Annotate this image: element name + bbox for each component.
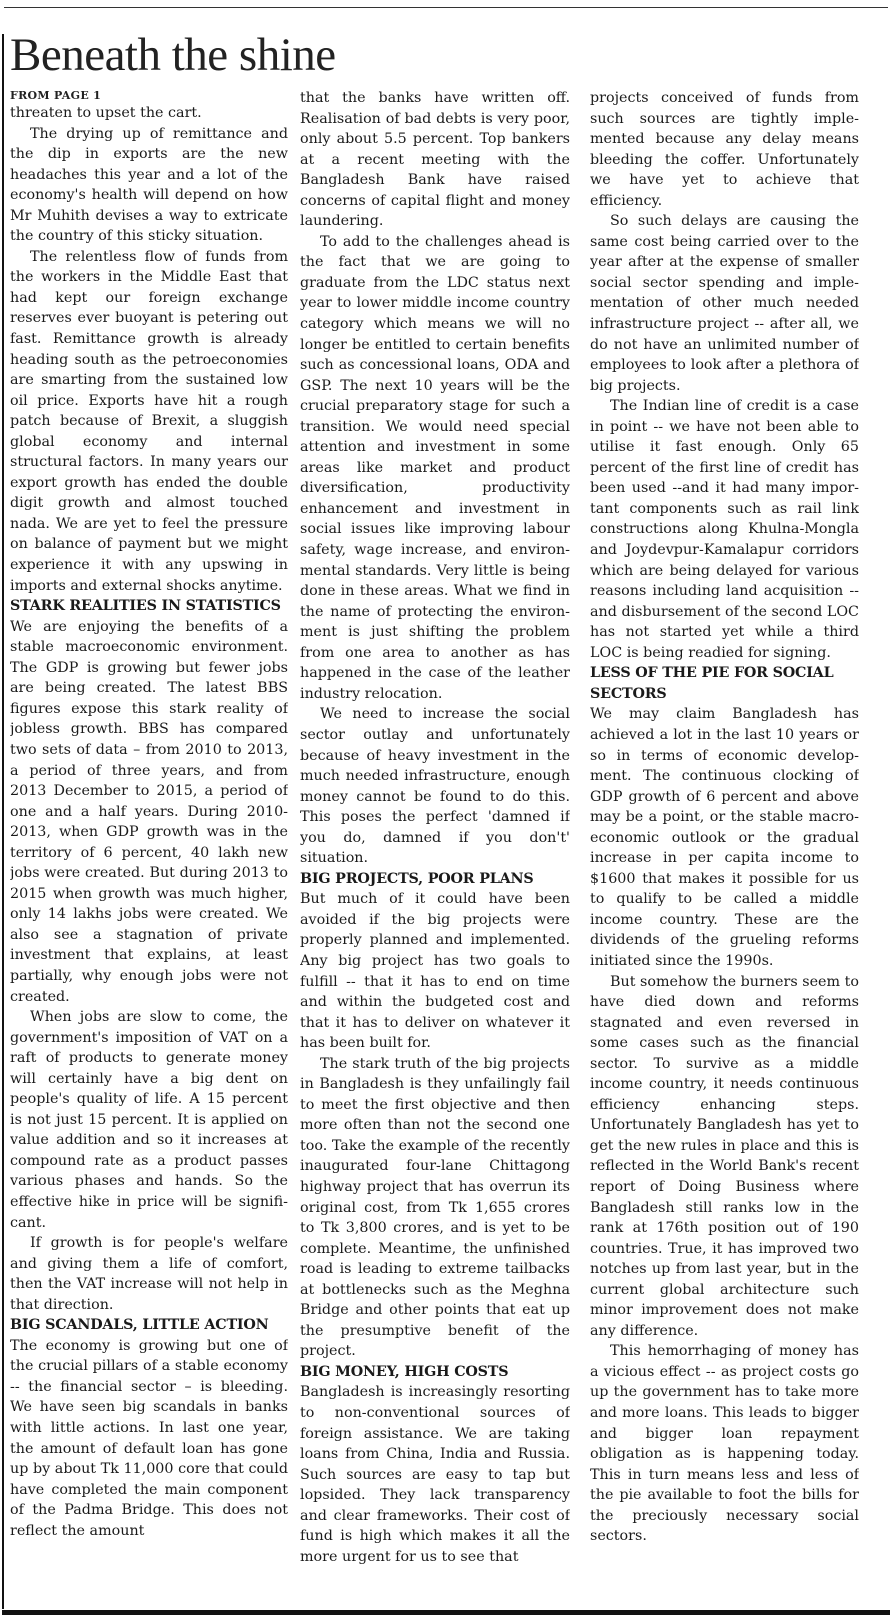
article-column-3 [590,88,859,1608]
paragraph: Bangladesh is increasingly resorting to non-conventional sources of foreign assistance. We are taking loans from China, India and Russia. Such sources are easy to tap but lopsided. They lack transparency and clear frameworks. Their cost of fund is high which makes it all the more urgent for us to see that [300,1384,570,1565]
paragraph: We may claim Bangladesh has achieved a lot in the last 10 years or so in terms of economic development. The continuous clocking of GDP growth of 6 percent and above may be a point, or the stable macroeconomic outlook or the gradual increase in per capita income to $1600 that makes it possible for us to qualify to be called a middle income country. These are the dividends of the grueling reforms initiated since the 1990s. [590,706,859,969]
paragraph: If growth is for people's welfare and giving them a life of comfort, then the VAT increase will not help in that direction. [10,1235,288,1313]
subheading: BIG PROJECTS, POOR PLANS [300,870,534,887]
paragraph: This hemorrhaging of money has a vicious effect -- as project costs go up the government has to take more and more loans. This leads to bigger and bigger loan repayment obligation as is happening today. This in turn means less and less of the pie available to foot the bills for the preciously necessary social sectors. [590,1343,859,1545]
subheading: BIG SCANDALS, LITTLE ACTION [10,1317,269,1334]
top-rule [4,7,888,8]
paragraph: We are enjoying the benefits of a stable macroeconomic environment. The GDP is growing but fewer jobs are being created. The latest BBS figures expose this stark reality of jobless growth. BBS has compared two sets of data – from 2010 to 2013, a period of three years, and from 2013 December to 2015, a period of one and a half years. During 2010-2013, when GDP growth was in the territory of 6 percent, 40 lakh new jobs were created. But during 2013 to 2015 when growth was much higher, only 14 lakhs jobs were created. We also see a stagnation of private investment that explains, at least partially, why enough jobs were not created. [10,618,288,1005]
paragraph: But much of it could have been avoided if the big projects were properly planned and implemented. Any big project has two goals to fulfill -- that it has to end on time and within the budgeted cost and that it has to deliver on whatever it has been built for. [300,891,570,1052]
subheading: BIG MONEY, HIGH COSTS [300,1363,509,1380]
paragraph: The economy is growing but one of the crucial pillars of a stable economy -- the financial sector – is bleeding. We have seen big scandals in banks with little actions. In last one year, the amount of default loan has gone up by about Tk 11,000 core that could have completed the main component of the Padma Bridge. This does not reflect the amount [10,1337,288,1539]
paragraph: But somehow the burners seem to have died down and reforms stagnated and even reversed in some cases such as the financial sector. To survive as a middle income country, it needs continuous efficiency enhancing steps. Unfortunately Bangladesh has yet to get the new rules in place and this is reflected in the World Bank's recent report of Doing Business where Bangladesh still ranks low in the rank at 176th position out of 190 countries. True, it has improved two notches up from last year, but in the current global architecture such minor improvement does not make any difference. [590,973,859,1339]
paragraph: threaten to upset the cart. [10,105,202,121]
paragraph: The relentless flow of funds from the workers in the Middle East that had kept our foreign exchange reserves ever buoyant is petering out fast. Remittance growth is already heading south as the petroeconomies are smarting from the sustained low oil price. Exports have hit a rough patch because of Brexit, a sluggish global economy and internal structural factors. In many years our export growth has ended the double digit growth and almost touched nada. We are yet to feel the pressure on balance of payment but we might experience it with any upswing in imports and external shocks anytime. [10,248,288,594]
paragraph: The Indian line of credit is a case in point -- we have not been able to utilise it fast enough. Only 65 percent of the first line of credit has been used --and it had many important components such as rail link constructions along Khulna-Mongla and Joydevpur-Kamalapur corridors which are being delayed for various reasons including land acquisition -- and disbursement of the second LOC has not started yet while a third LOC is being readied for signing. [590,398,859,661]
subheading: STARK REALITIES IN STATISTICS [10,598,281,615]
headline: Beneath the shine [10,29,336,81]
paragraph: So such delays are causing the same cost being carried over to the year after at the expense of smaller social sector spending and implementation of other much needed infrastructure project -- after all, we do not have an unlimited number of employees to look after a plethora of big projects. [590,213,859,394]
subheading: LESS OF THE PIE FOR SOCIAL SECTORS [590,665,834,702]
left-rule [2,34,4,1609]
paragraph: that the banks have written off. Realisation of bad debts is very poor, only about 5.5 percent. Top bankers at a recent meeting with the Bangladesh Bank have raised concerns of capital flight and money laundering. [300,90,570,230]
paragraph: The drying up of remittance and the dip in exports are the new headaches this year and a lot of the economy's health will depend on how Mr Muhith devises a way to extricate the country of this sticky situation. [10,125,288,245]
bottom-rule [2,1610,890,1615]
continuation-kicker: FROM PAGE 1 [10,89,102,102]
paragraph: The stark truth of the big projects in Bangladesh is they unfailingly fail to meet the first objective and then more often than not the second one too. Take the example of the recently inaugurated four-lane Chittagong highway project that has overrun its original cost, from Tk 1,655 crores to Tk 3,800 crores, and is yet to be complete. Meantime, the unfinished road is leading to extreme tailbacks at bottlenecks such as the Meghna Bridge and other points that eat up the presumptive benefit of the project. [300,1055,570,1360]
article-column-1 [10,88,288,1608]
paragraph: To add to the challenges ahead is the fact that we are going to graduate from the LDC status next year to lower middle income country category which means we will no longer be entitled to certain benefits such as concessional loans, ODA and GSP. The next 10 years will be the crucial preparatory stage for such a transition. We would need special attention and investment in some areas like market and product diversification, productivity enhancement and investment in social issues like improving labour safety, wage increase, and environmental standards. Very little is being done in these areas. What we find in the name of protecting the environment is just shifting the problem from one area to another as has happened in the case of the leather industry relocation. [300,233,570,702]
article-column-2 [300,88,570,1608]
paragraph: We need to increase the social sector outlay and unfortunately because of heavy investment in the much needed infrastructure, enough money cannot be found to do this. This poses the perfect 'damned if you do, damned if you don't' situation. [300,706,570,867]
paragraph: projects conceived of funds from such sources are tightly implemented because any delay means bleeding the coffer. Unfortunately we have yet to achieve that efficiency. [590,90,859,209]
paragraph: When jobs are slow to come, the government's imposition of VAT on a raft of products to generate money will certainly have a big dent on people's quality of life. A 15 percent is not just 15 percent. It is applied on value addition and so it increases at compound rate as a product passes various phases and hands. So the effective hike in price will be significant. [10,1009,288,1231]
